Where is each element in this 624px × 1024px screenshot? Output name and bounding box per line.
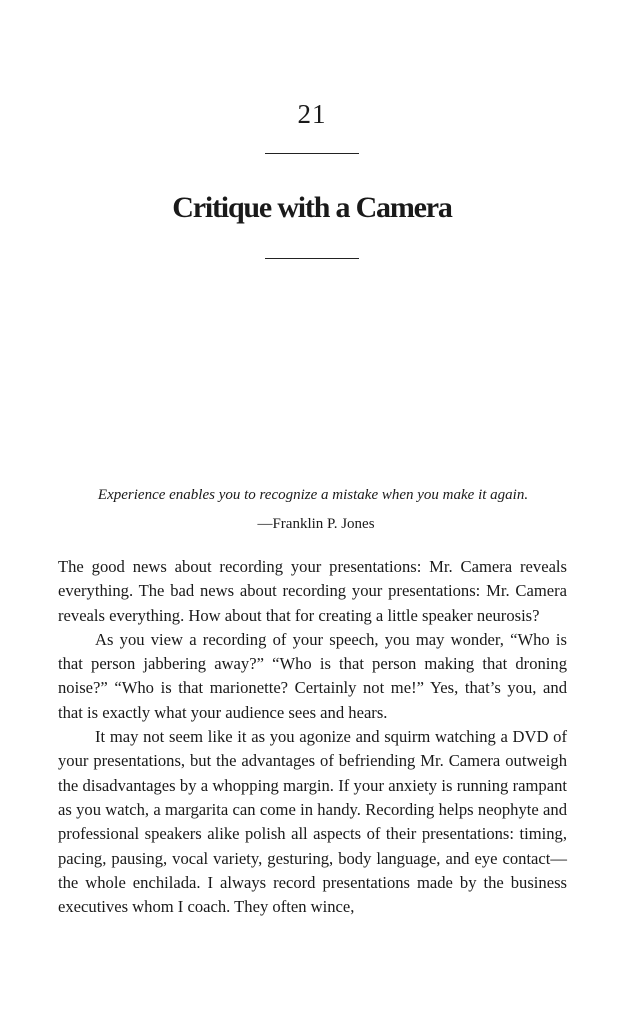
chapter-title: Critique with a Camera — [172, 191, 452, 224]
paragraph-1: The good news about recording your presentations: Mr. Camera reveals everything. The bad news about recording your presentations: Mr. Camera reveals everything. How about that for creating a little speaker neurosis? — [58, 557, 567, 625]
paragraph-2: As you view a recording of your speech, you may wonder, “Who is that person jabbering away?” “Who is that person making that droning noise?” “Who is that marionette? Certainly not me!” Yes, that’s you, and that is exactly what your audience sees and hears. — [58, 629, 567, 722]
top-divider — [265, 153, 359, 154]
paragraph-3: It may not seem like it as you agonize and squirm watching a DVD of your presentations, but the advantages of befriending Mr. Camera outweigh the disadvantages by a whopping margin. If your anxiety is running rampant as you watch, a margarita can come in handy. Recording helps neophyte and professional speakers alike polish all aspects of their presentations: timing, pacing, pausing, vocal variety, gesturing, body language, and eye contact—the whole enchilada. I always record presentations made by the business executives whom I coach. They often wince, — [58, 727, 567, 917]
chapter-number: 21 — [297, 99, 327, 129]
body-text — [58, 555, 567, 919]
epigraph-quote: Experience enables you to recognize a mistake when you make it again. — [97, 487, 529, 503]
bottom-divider — [265, 258, 359, 259]
epigraph — [0, 484, 624, 535]
epigraph-attribution: —Franklin P. Jones — [257, 516, 375, 532]
